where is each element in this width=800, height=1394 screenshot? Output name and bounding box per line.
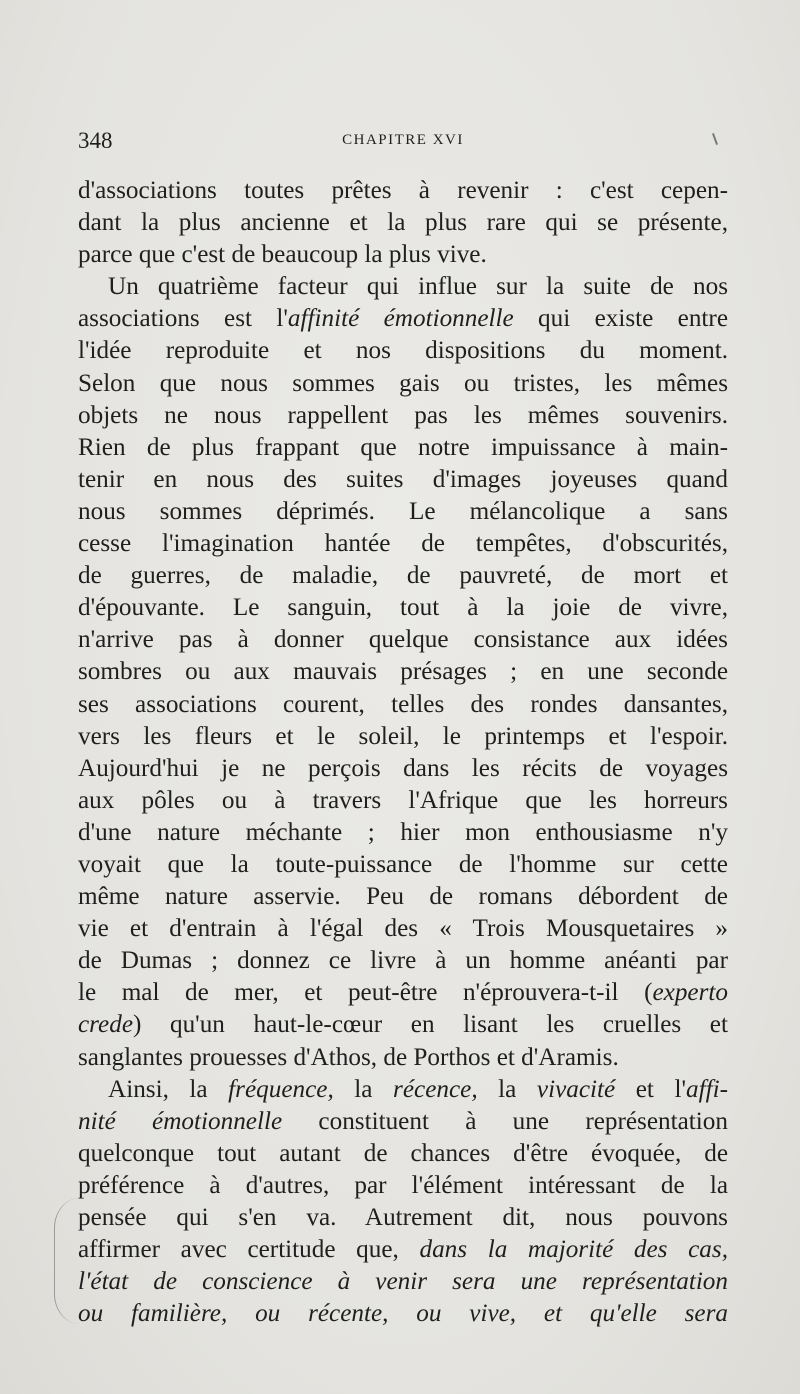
text-line — [78, 496, 728, 528]
body-text — [78, 175, 728, 1330]
text-segment: sombres ou aux mauvais présages ; en une seconde — [78, 658, 728, 686]
text-segment: cesse l'imagination hantée de tempêtes, d'obscurités, — [78, 530, 728, 558]
text-segment: aux pôles ou à travers l'Afrique que les horreurs — [78, 786, 728, 814]
text-line — [78, 1266, 728, 1298]
text-segment: d'épouvante. Le sanguin, tout à la joie de vivre, — [78, 594, 728, 622]
text-line — [78, 624, 728, 656]
running-head: CHAPITRE XVI — [342, 132, 464, 148]
text-line — [78, 175, 728, 207]
text-segment: quelconque tout autant de chances d'être évoquée, de — [78, 1139, 728, 1167]
text-segment: d'associations toutes prêtes à revenir : c'est cepen- — [78, 177, 728, 204]
text-segment: d'une nature méchante ; hier mon enthousiasme n'y — [78, 818, 728, 846]
text-segment: ) qu'un haut-le-cœur en lisant les cruelles et — [133, 1011, 728, 1039]
text-line — [78, 303, 728, 335]
text-segment: qui existe entre — [513, 305, 729, 333]
text-line — [78, 464, 728, 496]
text-segment: vers les fleurs et le soleil, le printemps et l'espoir. — [78, 722, 728, 750]
text-segment: Selon que nous sommes gais ou tristes, les mêmes — [78, 369, 728, 397]
text-segment: sanglantes prouesses d'Athos, de Porthos et d'Aramis. — [78, 1043, 619, 1071]
text-segment: préférence à d'autres, par l'élément intéressant de la — [78, 1171, 728, 1199]
text-line — [78, 1074, 728, 1106]
text-segment: nous sommes déprimés. Le mélancolique a sans — [78, 497, 728, 525]
text-line — [78, 207, 728, 239]
text-line — [78, 271, 728, 303]
text-segment: vie et d'entrain à l'égal des « Trois Mousquetaires » — [78, 915, 728, 943]
text-line — [78, 849, 728, 881]
text-line — [78, 432, 728, 464]
text-segment: tenir en nous des suites d'images joyeuses quand — [78, 465, 728, 493]
page-number: 348 — [78, 128, 113, 153]
text-segment: associations est l' — [78, 305, 288, 333]
text-segment: de guerres, de maladie, de pauvreté, de mort et — [78, 562, 728, 590]
italic-text: experto — [652, 979, 728, 1007]
text-line — [78, 1202, 728, 1234]
text-segment: pensée qui s'en va. Autrement dit, nous pouvons — [78, 1204, 728, 1231]
italic-text: vivacité — [536, 1075, 616, 1103]
text-segment: de Dumas ; donnez ce livre à un homme anéanti par — [78, 947, 728, 975]
italic-text: dans la majorité des cas, — [419, 1236, 728, 1264]
text-line — [78, 1106, 728, 1138]
text-line — [78, 785, 728, 817]
text-line — [78, 1234, 728, 1266]
italic-text: crede — [78, 1011, 133, 1039]
margin-bracket-mark — [54, 1198, 85, 1324]
text-segment: voyait que la toute-puissance de l'homme sur cette — [78, 850, 728, 878]
italic-text: affi- — [686, 1075, 728, 1103]
text-line — [78, 753, 728, 785]
text-line — [78, 560, 728, 592]
text-line — [78, 1009, 728, 1041]
text-segment: ses associations courent, telles des rondes dansantes, — [78, 690, 728, 718]
text-segment: Rien de plus frappant que notre impuissance à main- — [78, 433, 728, 461]
text-line — [78, 881, 728, 913]
text-segment: dant la plus ancienne et la plus rare qui se présente, — [78, 209, 728, 237]
text-line — [78, 528, 728, 560]
italic-text: récence, — [393, 1075, 478, 1103]
text-segment: et l' — [615, 1075, 687, 1103]
italic-text: nité émotionnelle — [78, 1107, 283, 1135]
text-line — [78, 977, 728, 1009]
text-segment: même nature asservie. Peu de romans débordent de — [78, 883, 728, 911]
text-line — [78, 1042, 728, 1074]
italic-text: fréquence, — [228, 1075, 334, 1103]
text-segment: la — [333, 1075, 394, 1103]
text-segment: le mal de mer, et peut-être n'éprouvera-t-il ( — [78, 979, 653, 1007]
text-line — [78, 592, 728, 624]
text-line — [78, 1138, 728, 1170]
text-segment: constituent à une représentation — [282, 1107, 728, 1135]
text-segment: objets ne nous rappellent pas les mêmes souvenirs. — [78, 401, 728, 429]
text-segment: parce que c'est de beaucoup la plus vive. — [78, 241, 487, 269]
text-segment: affirmer avec certitude que, — [78, 1236, 420, 1264]
italic-text: ou familière, ou récente, ou vive, et qu'elle sera — [78, 1300, 728, 1328]
text-line — [78, 689, 728, 721]
text-line — [78, 721, 728, 753]
italic-text: l'état de conscience à venir sera une représentation — [78, 1268, 728, 1296]
text-line — [78, 368, 728, 400]
text-line — [78, 945, 728, 977]
text-line — [78, 239, 728, 271]
text-line — [78, 1298, 728, 1330]
text-line — [78, 913, 728, 945]
page-header — [78, 128, 728, 158]
text-segment: n'arrive pas à donner quelque consistance aux idées — [78, 626, 728, 654]
text-segment: la — [477, 1075, 537, 1103]
text-line — [78, 335, 728, 367]
text-segment: l'idée reproduite et nos dispositions du moment. — [78, 337, 728, 365]
text-line — [78, 817, 728, 849]
text-line — [78, 656, 728, 688]
text-segment: Aujourd'hui je ne perçois dans les récits de voyages — [78, 754, 728, 782]
text-line — [78, 1170, 728, 1202]
text-segment: Ainsi, la — [108, 1075, 229, 1103]
italic-text: affinité émotionnelle — [287, 305, 514, 333]
text-line — [78, 400, 728, 432]
text-segment: Un quatrième facteur qui influe sur la suite de nos — [108, 273, 728, 301]
